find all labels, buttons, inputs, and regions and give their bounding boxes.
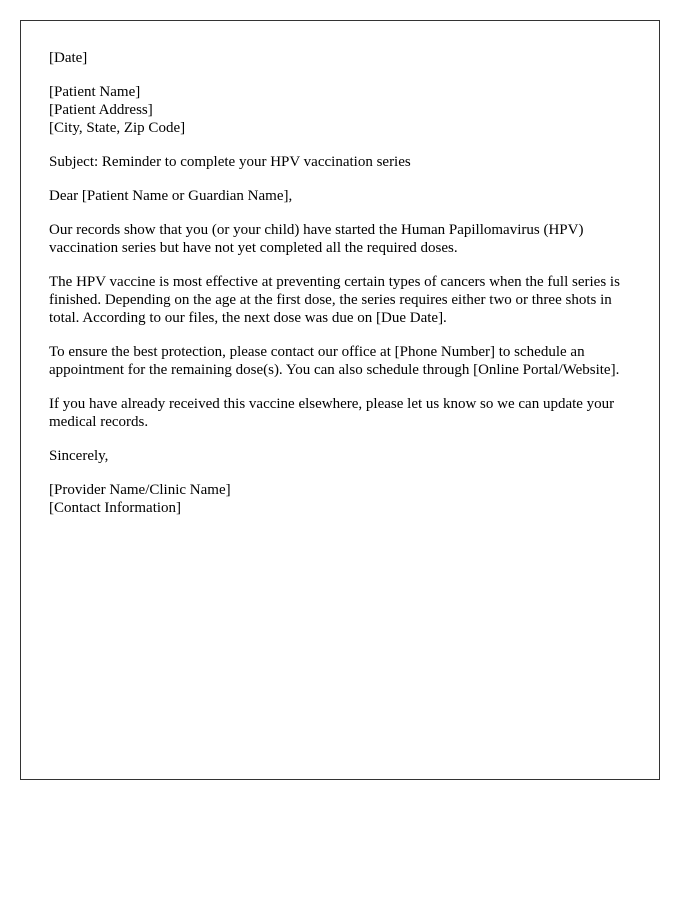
body-paragraph-2: The HPV vaccine is most effective at preventing certain types of cancers when the full series is finished. Depending on the age at the first dose, the series requires either two or three shots in total. According to our files, the next dose was due on [Due Date]. — [49, 274, 620, 326]
signature-provider: [Provider Name/Clinic Name] — [49, 482, 231, 498]
recipient-name: [Patient Name] — [49, 84, 141, 100]
body-paragraph-1: Our records show that you (or your child) have started the Human Papillomavirus (HPV) vaccination series but have not yet completed all the required doses. — [49, 222, 584, 256]
letter-salutation: Dear [Patient Name or Guardian Name], — [49, 188, 293, 204]
recipient-city-state-zip: [City, State, Zip Code] — [49, 120, 186, 136]
letter-subject: Subject: Reminder to complete your HPV vaccination series — [49, 154, 411, 170]
recipient-block — [49, 83, 631, 137]
signature-block — [49, 481, 631, 517]
letter-page — [20, 20, 660, 780]
body-paragraph-4: If you have already received this vaccine elsewhere, please let us know so we can update your medical records. — [49, 396, 615, 430]
letter-closing: Sincerely, — [49, 448, 109, 464]
body-paragraph-3: To ensure the best protection, please contact our office at [Phone Number] to schedule an appointment for the remaining dose(s). You can also schedule through [Online Portal/Website]. — [49, 344, 620, 378]
recipient-address: [Patient Address] — [49, 102, 153, 118]
letter-date: [Date] — [49, 50, 88, 66]
signature-contact: [Contact Information] — [49, 500, 182, 516]
